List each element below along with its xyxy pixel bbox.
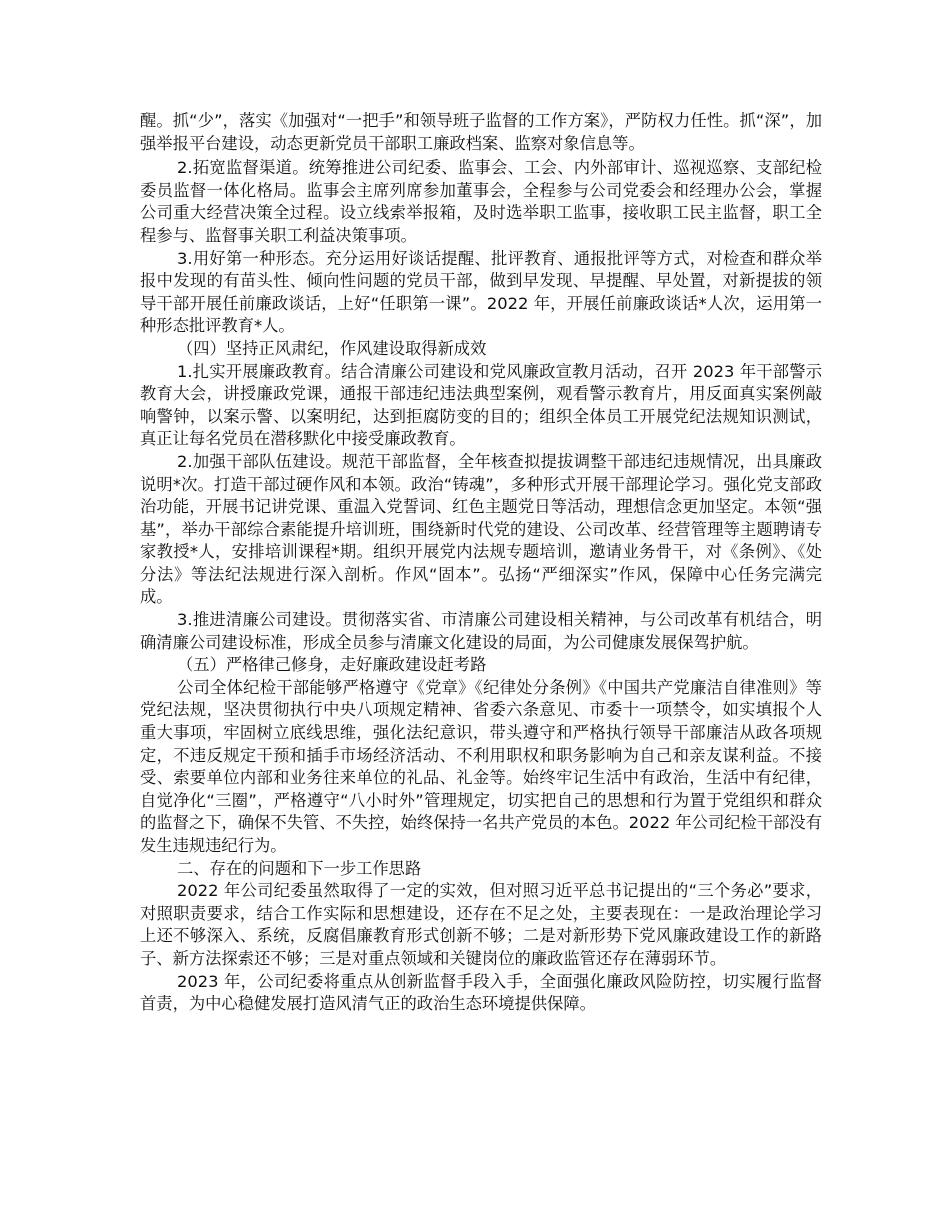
paragraph-first-form: 3.用好第一种形态。充分运用好谈话提醒、批评教育、通报批评等方式，对检查和群众举报中发现的有苗头性、倾向性问题的党员干部，做到早发现、早提醒、早处置，对新提拔的领导干部开展任前廉政谈话，上好“任职第一课”。2022 年，开展任前廉政谈话*人次，运用第一种形态批评教育*人。 (140, 248, 822, 336)
paragraph-next-steps: 2023 年，公司纪委将重点从创新监督手段入手，全面强化廉政风险防控，切实履行监督首责，为中心稳健发展打造风清气正的政治生态环境提供保障。 (140, 971, 822, 1014)
paragraph-cadre-building: 2.加强干部队伍建设。规范干部监督，全年核查拟提拔调整干部违纪违规情况，出具廉政说明*次。打造干部过硬作风和本领。政治“铸魂”，多种形式开展干部理论学习。强化党支部政治功能，开展书记讲党课、重温入党誓词、红色主题党日等活动，理想信念更加坚定。本领“强基”，举办干部综合素能提升培训班，围绕新时代党的建设、公司改革、经营管理等主题聘请专家教授*人，安排培训课程*期。组织开展党内法规专题培训，邀请业务骨干，对《条例》、《处分法》等法纪法规进行深入剖析。作风“固本”。弘扬“严细深实”作风，保障中心任务完满完成。 (140, 451, 822, 607)
paragraph-self-discipline: 公司全体纪检干部能够严格遵守《党章》《纪律处分条例》《中国共产党廉洁自律准则》等党纪法规，坚决贯彻执行中央八项规定精神、省委六条意见、市委十一项禁令，如实填报个人重大事项，牢固树立底线思维，强化法纪意识，带头遵守和严格执行领导干部廉洁从政各项规定，不违反规定干预和插手市场经济活动、不利用职权和职务影响为自己和亲友谋利益。不接受、索要单位内部和业务往来单位的礼品、礼金等。始终牢记生活中有政治，生活中有纪律，自觉净化“三圈”，严格遵守“八小时外”管理规定，切实把自己的思想和行为置于党组织和群众的监督之下，确保不失管、不失控，始终保持一名共产党员的本色。2022 年公司纪检干部没有发生违规违纪行为。 (140, 677, 822, 855)
paragraph-problems: 2022 年公司纪委虽然取得了一定的实效，但对照习近平总书记提出的“三个务必”要求，对照职责要求，结合工作实际和思想建设，还存在不足之处，主要表现在：一是政治理论学习上还不够深入、系统，反腐倡廉教育形式创新不够；二是对新形势下党风廉政建设工作的新路子、新方法探索还不够；三是对重点领域和关键岗位的廉政监管还存在薄弱环节。 (140, 881, 822, 968)
paragraph-integrity-education: 1.扎实开展廉政教育。结合清廉公司建设和党风廉政宣教月活动，召开 2023 年干部警示教育大会，讲授廉政党课，通报干部违纪违法典型案例，观看警示教育片，用反面真实案例敲响警钟，以案示警、以案明纪，达到拒腐防变的目的；组织全体员工开展党纪法规知识测试，真正让每名党员在潜移默化中接受廉政教育。 (140, 361, 822, 449)
paragraph-supervision-channels: 2.拓宽监督渠道。统筹推进公司纪委、监事会、工会、内外部审计、巡视巡察、支部纪检委员监督一体化格局。监事会主席列席参加董事会，全程参与公司党委会和经理办公会，掌握公司重大经营决策全过程。设立线索举报箱，及时选举职工监事，接收职工民主监督，职工全程参与、监督事关职工利益决策事项。 (140, 158, 822, 245)
section-heading-4: （四）坚持正风肃纪，作风建设取得新成效 (177, 338, 487, 358)
section-heading-problems: 二、存在的问题和下一步工作思路 (177, 858, 422, 878)
document-body (140, 110, 822, 1016)
section-heading-5: （五）严格律己修身，走好廉政建设赶考路 (177, 655, 487, 675)
paragraph-clean-company: 3.推进清廉公司建设。贯彻落实省、市清廉公司建设相关精神，与公司改革有机结合，明确清廉公司建设标准，形成全员参与清廉文化建设的局面，为公司健康发展保驾护航。 (140, 610, 822, 652)
paragraph-continuation: 醒。抓“少”，落实《加强对“一把手”和领导班子监督的工作方案》，严防权力任性。抓“深”，加强举报平台建设，动态更新党员干部职工廉政档案、监察对象信息等。 (140, 111, 822, 153)
